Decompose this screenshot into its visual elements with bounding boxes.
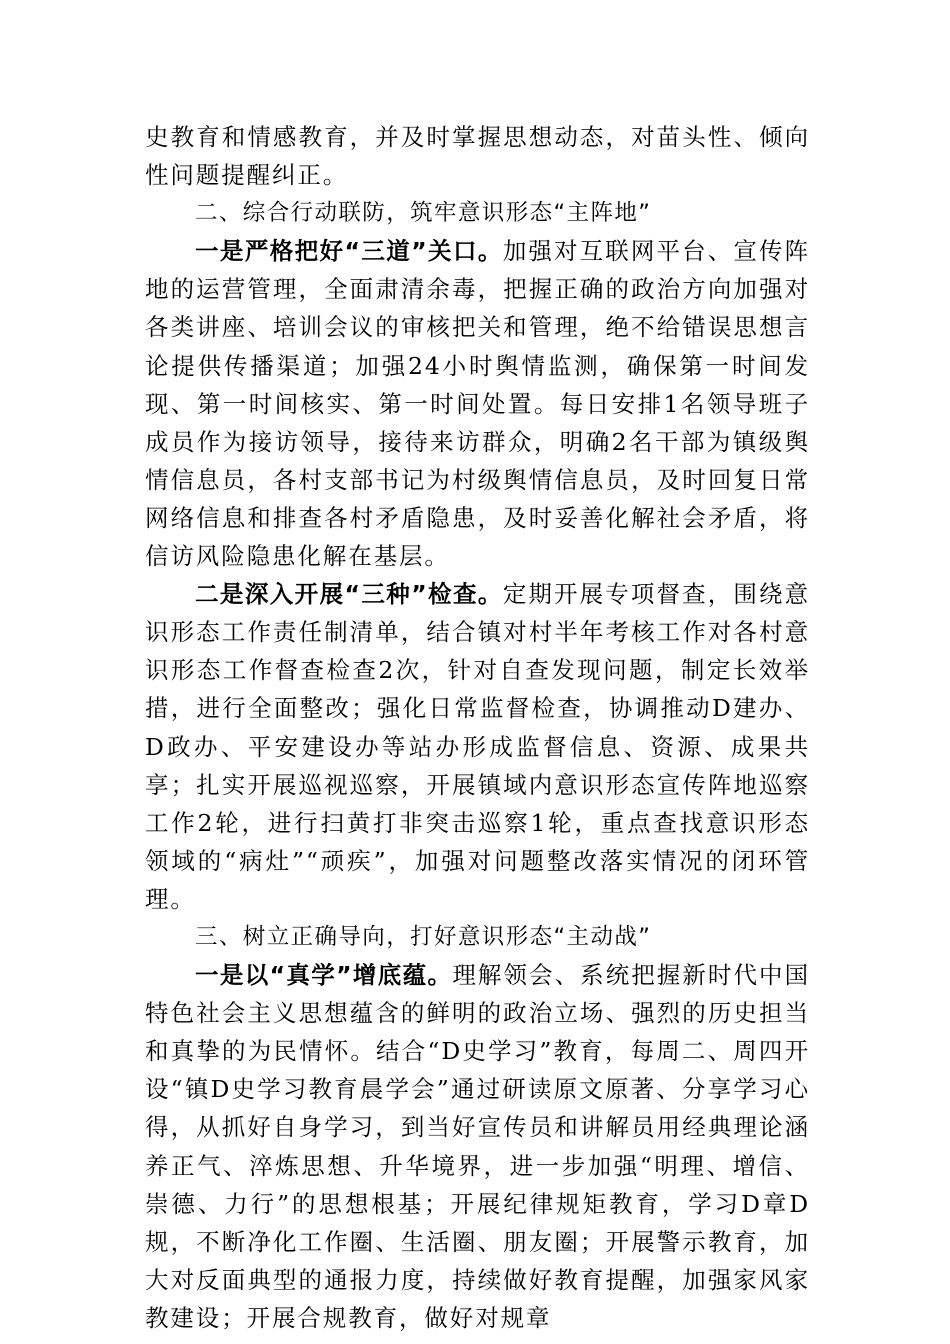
- paragraph-text: 加强对互联网平台、宣传阵地的运营管理，全面肃清余毒，把握正确的政治方向加强对各类讲座、培训会议的审核把关和管理，绝不给错误思想言论提供传播渠道；加强24小时舆情监测，确保第一时间发现、第一时间核实、第一时间处置。每日安排1名领导班子成员作为接访领导，接待来访群众，明确2名干部为镇级舆情信息员，各村支部书记为村级舆情信息员，及时回复日常网络信息和排查各村矛盾隐患，及时妥善化解社会矛盾，将信访风险隐患化解在基层。: [145, 237, 810, 571]
- paragraph-2-1: [145, 232, 810, 575]
- section-heading-2: [145, 194, 810, 232]
- paragraph-2-2: [145, 575, 810, 918]
- heading-text: 二、综合行动联防，筑牢意识形态“主阵地”: [195, 200, 652, 227]
- paragraph-lead: 一是以“真学”增底蕴。: [195, 961, 453, 990]
- section-heading-3: [145, 918, 810, 956]
- paragraph-3-1: [145, 956, 810, 1337]
- heading-text: 三、树立正确导向，打好意识形态“主动战”: [195, 923, 652, 950]
- paragraph-continuation: [145, 118, 810, 194]
- paragraph-lead: 一是严格把好“三道”关口。: [195, 237, 503, 266]
- paragraph-text: 史教育和情感教育，并及时掌握思想动态，对苗头性、倾向性问题提醒纠正。: [145, 123, 810, 190]
- document-body: [145, 118, 810, 1337]
- paragraph-text: 理解领会、系统把握新时代中国特色社会主义思想蕴含的鲜明的政治立场、强烈的历史担当和真挚的为民情怀。结合“D史学习”教育，每周二、周四开设“镇D史学习教育晨学会”通过研读原文原著、分享学习心得，从抓好自身学习，到当好宣传员和讲解员用经典理论涵养正气、淬炼思想、升华境界，进一步加强“明理、增信、崇德、力行”的思想根基；开展纪律规矩教育，学习D章D规，不断净化工作圈、生活圈、朋友圈；开展警示教育，加大对反面典型的通报力度，持续做好教育提醒，加强家风家教建设；开展合规教育，做好对规章: [145, 961, 810, 1332]
- paragraph-lead: 二是深入开展“三种”检查。: [195, 580, 503, 609]
- paragraph-text: 定期开展专项督查，围绕意识形态工作责任制清单，结合镇对村半年考核工作对各村意识形态工作督查检查2次，针对自查发现问题，制定长效举措，进行全面整改；强化日常监督检查，协调推动D建办、D政办、平安建设办等站办形成监督信息、资源、成果共享；扎实开展巡视巡察，开展镇域内意识形态宣传阵地巡察工作2轮，进行扫黄打非突击巡察1轮，重点查找意识形态领域的“病灶”“顽疾”，加强对问题整改落实情况的闭环管理。: [145, 580, 810, 913]
